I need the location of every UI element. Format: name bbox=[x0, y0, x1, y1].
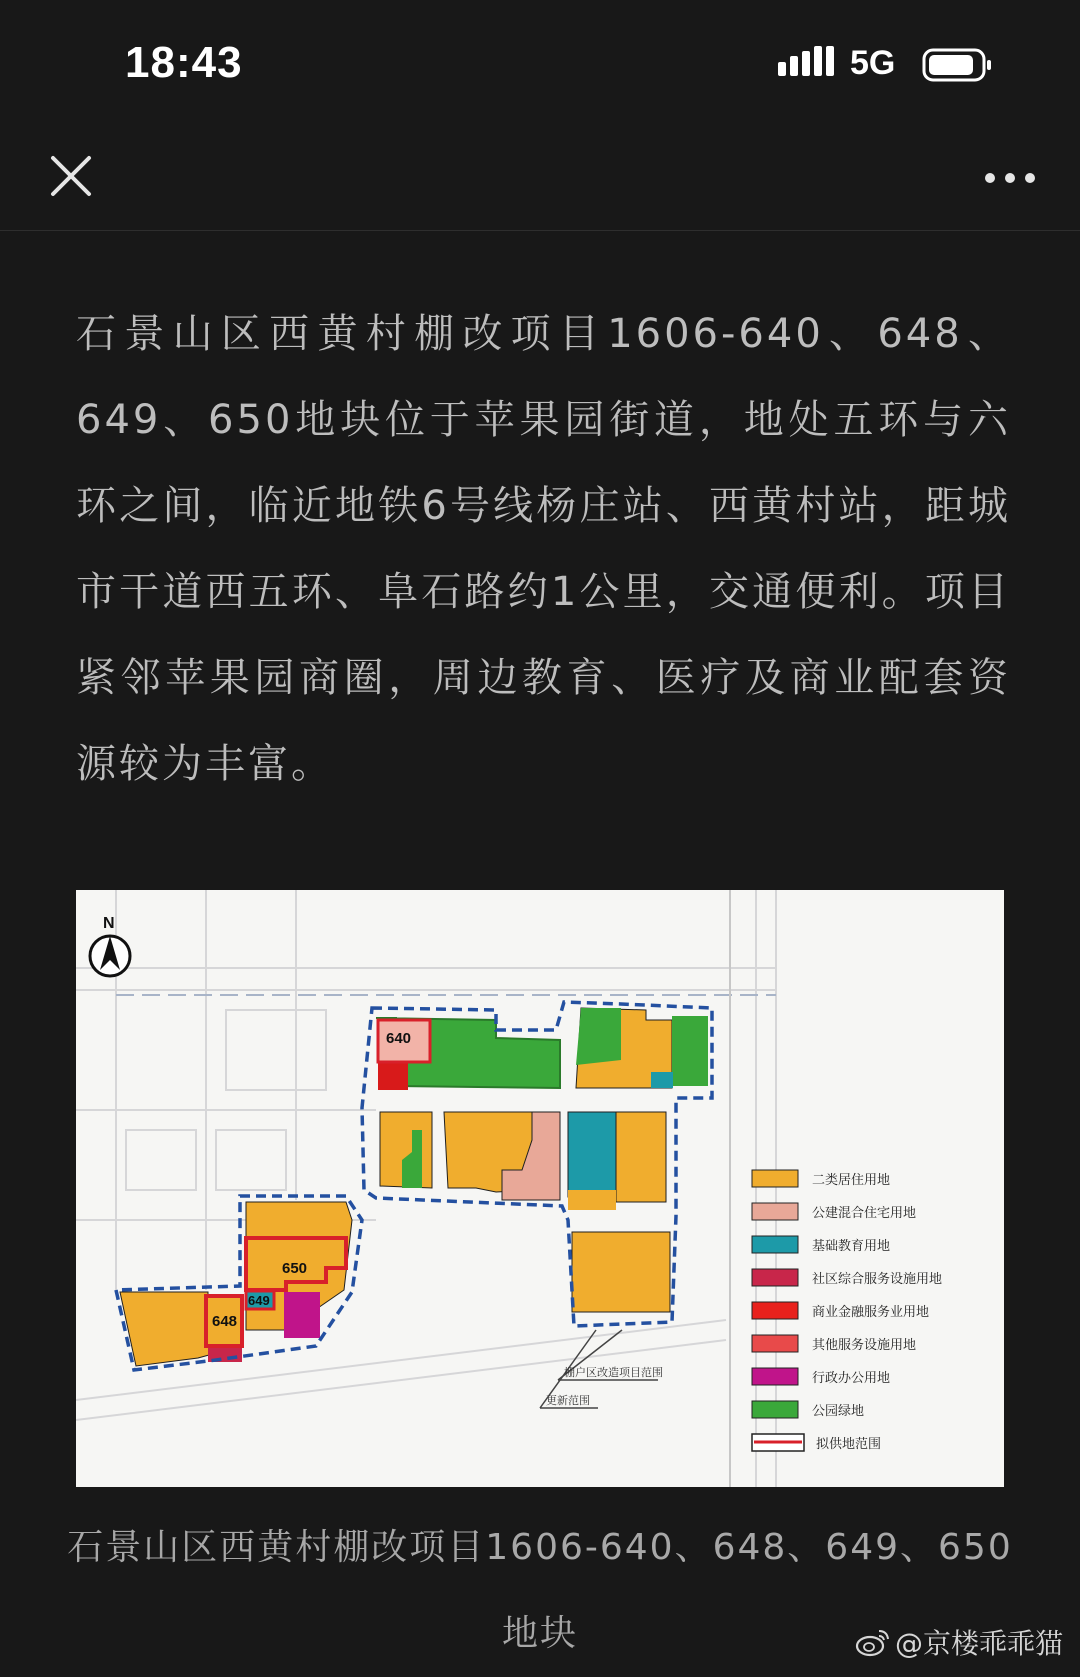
caption-line-1: 石景山区西黄村棚改项目1606-640、648、649、650 bbox=[67, 1527, 1013, 1568]
svg-text:行政办公用地: 行政办公用地 bbox=[812, 1371, 891, 1386]
parcel-label-649: 649 bbox=[248, 1293, 270, 1308]
svg-text:商业金融服务业用地: 商业金融服务业用地 bbox=[812, 1305, 930, 1320]
status-time: 18:43 bbox=[125, 38, 243, 87]
network-type: 5G bbox=[850, 44, 896, 82]
legend-item bbox=[752, 1236, 890, 1254]
svg-text:拟供地范围: 拟供地范围 bbox=[816, 1437, 882, 1452]
caption-line-2: 地块 bbox=[501, 1613, 578, 1654]
legend-item bbox=[752, 1302, 929, 1320]
legend-item bbox=[752, 1170, 890, 1188]
legend-item bbox=[752, 1434, 881, 1452]
legend-item bbox=[752, 1368, 890, 1386]
nav-bar bbox=[0, 130, 1080, 231]
weibo-logo-icon bbox=[855, 1627, 891, 1657]
close-icon[interactable] bbox=[45, 150, 97, 202]
legend-item bbox=[752, 1203, 916, 1221]
legend-item bbox=[752, 1335, 916, 1353]
annotation-shantytown-scope: 棚户区改造项目范围 bbox=[564, 1366, 663, 1379]
article-paragraph: 石景山区西黄村棚改项目1606-640、648、649、650地块位于苹果园街道，地处五环与六环之间，临近地铁6号线杨庄站、西黄村站，距城市干道西五环、阜石路约1公里，交通便利。项目紧邻苹果园商圈，周边教育、医疗及商业配套资源较为丰富。 bbox=[76, 311, 1011, 787]
battery-icon bbox=[922, 46, 994, 84]
annotation-renewal-scope: 更新范围 bbox=[546, 1394, 590, 1407]
legend-item bbox=[752, 1269, 942, 1287]
north-arrow-icon bbox=[90, 936, 130, 976]
svg-text:基础教育用地: 基础教育用地 bbox=[812, 1239, 891, 1254]
svg-text:公园绿地: 公园绿地 bbox=[812, 1404, 865, 1419]
parcel-label-650: 650 bbox=[282, 1260, 308, 1277]
land-plot-map bbox=[76, 890, 1004, 1487]
more-dots-icon[interactable] bbox=[980, 158, 1040, 198]
land-plot-map-image bbox=[76, 890, 1004, 1487]
svg-text:其他服务设施用地: 其他服务设施用地 bbox=[812, 1338, 917, 1353]
svg-text:公建混合住宅用地: 公建混合住宅用地 bbox=[812, 1206, 917, 1221]
watermark bbox=[855, 1622, 1063, 1662]
north-label: N bbox=[103, 915, 115, 932]
signal-strength-icon bbox=[778, 46, 834, 84]
watermark-text: @京楼乖乖猫 bbox=[895, 1627, 1064, 1660]
svg-text:二类居住用地: 二类居住用地 bbox=[812, 1173, 891, 1188]
parcel-label-648: 648 bbox=[212, 1313, 238, 1330]
parcel-label-640: 640 bbox=[386, 1030, 412, 1047]
status-bar bbox=[0, 0, 1080, 130]
svg-text:社区综合服务设施用地: 社区综合服务设施用地 bbox=[812, 1272, 943, 1287]
